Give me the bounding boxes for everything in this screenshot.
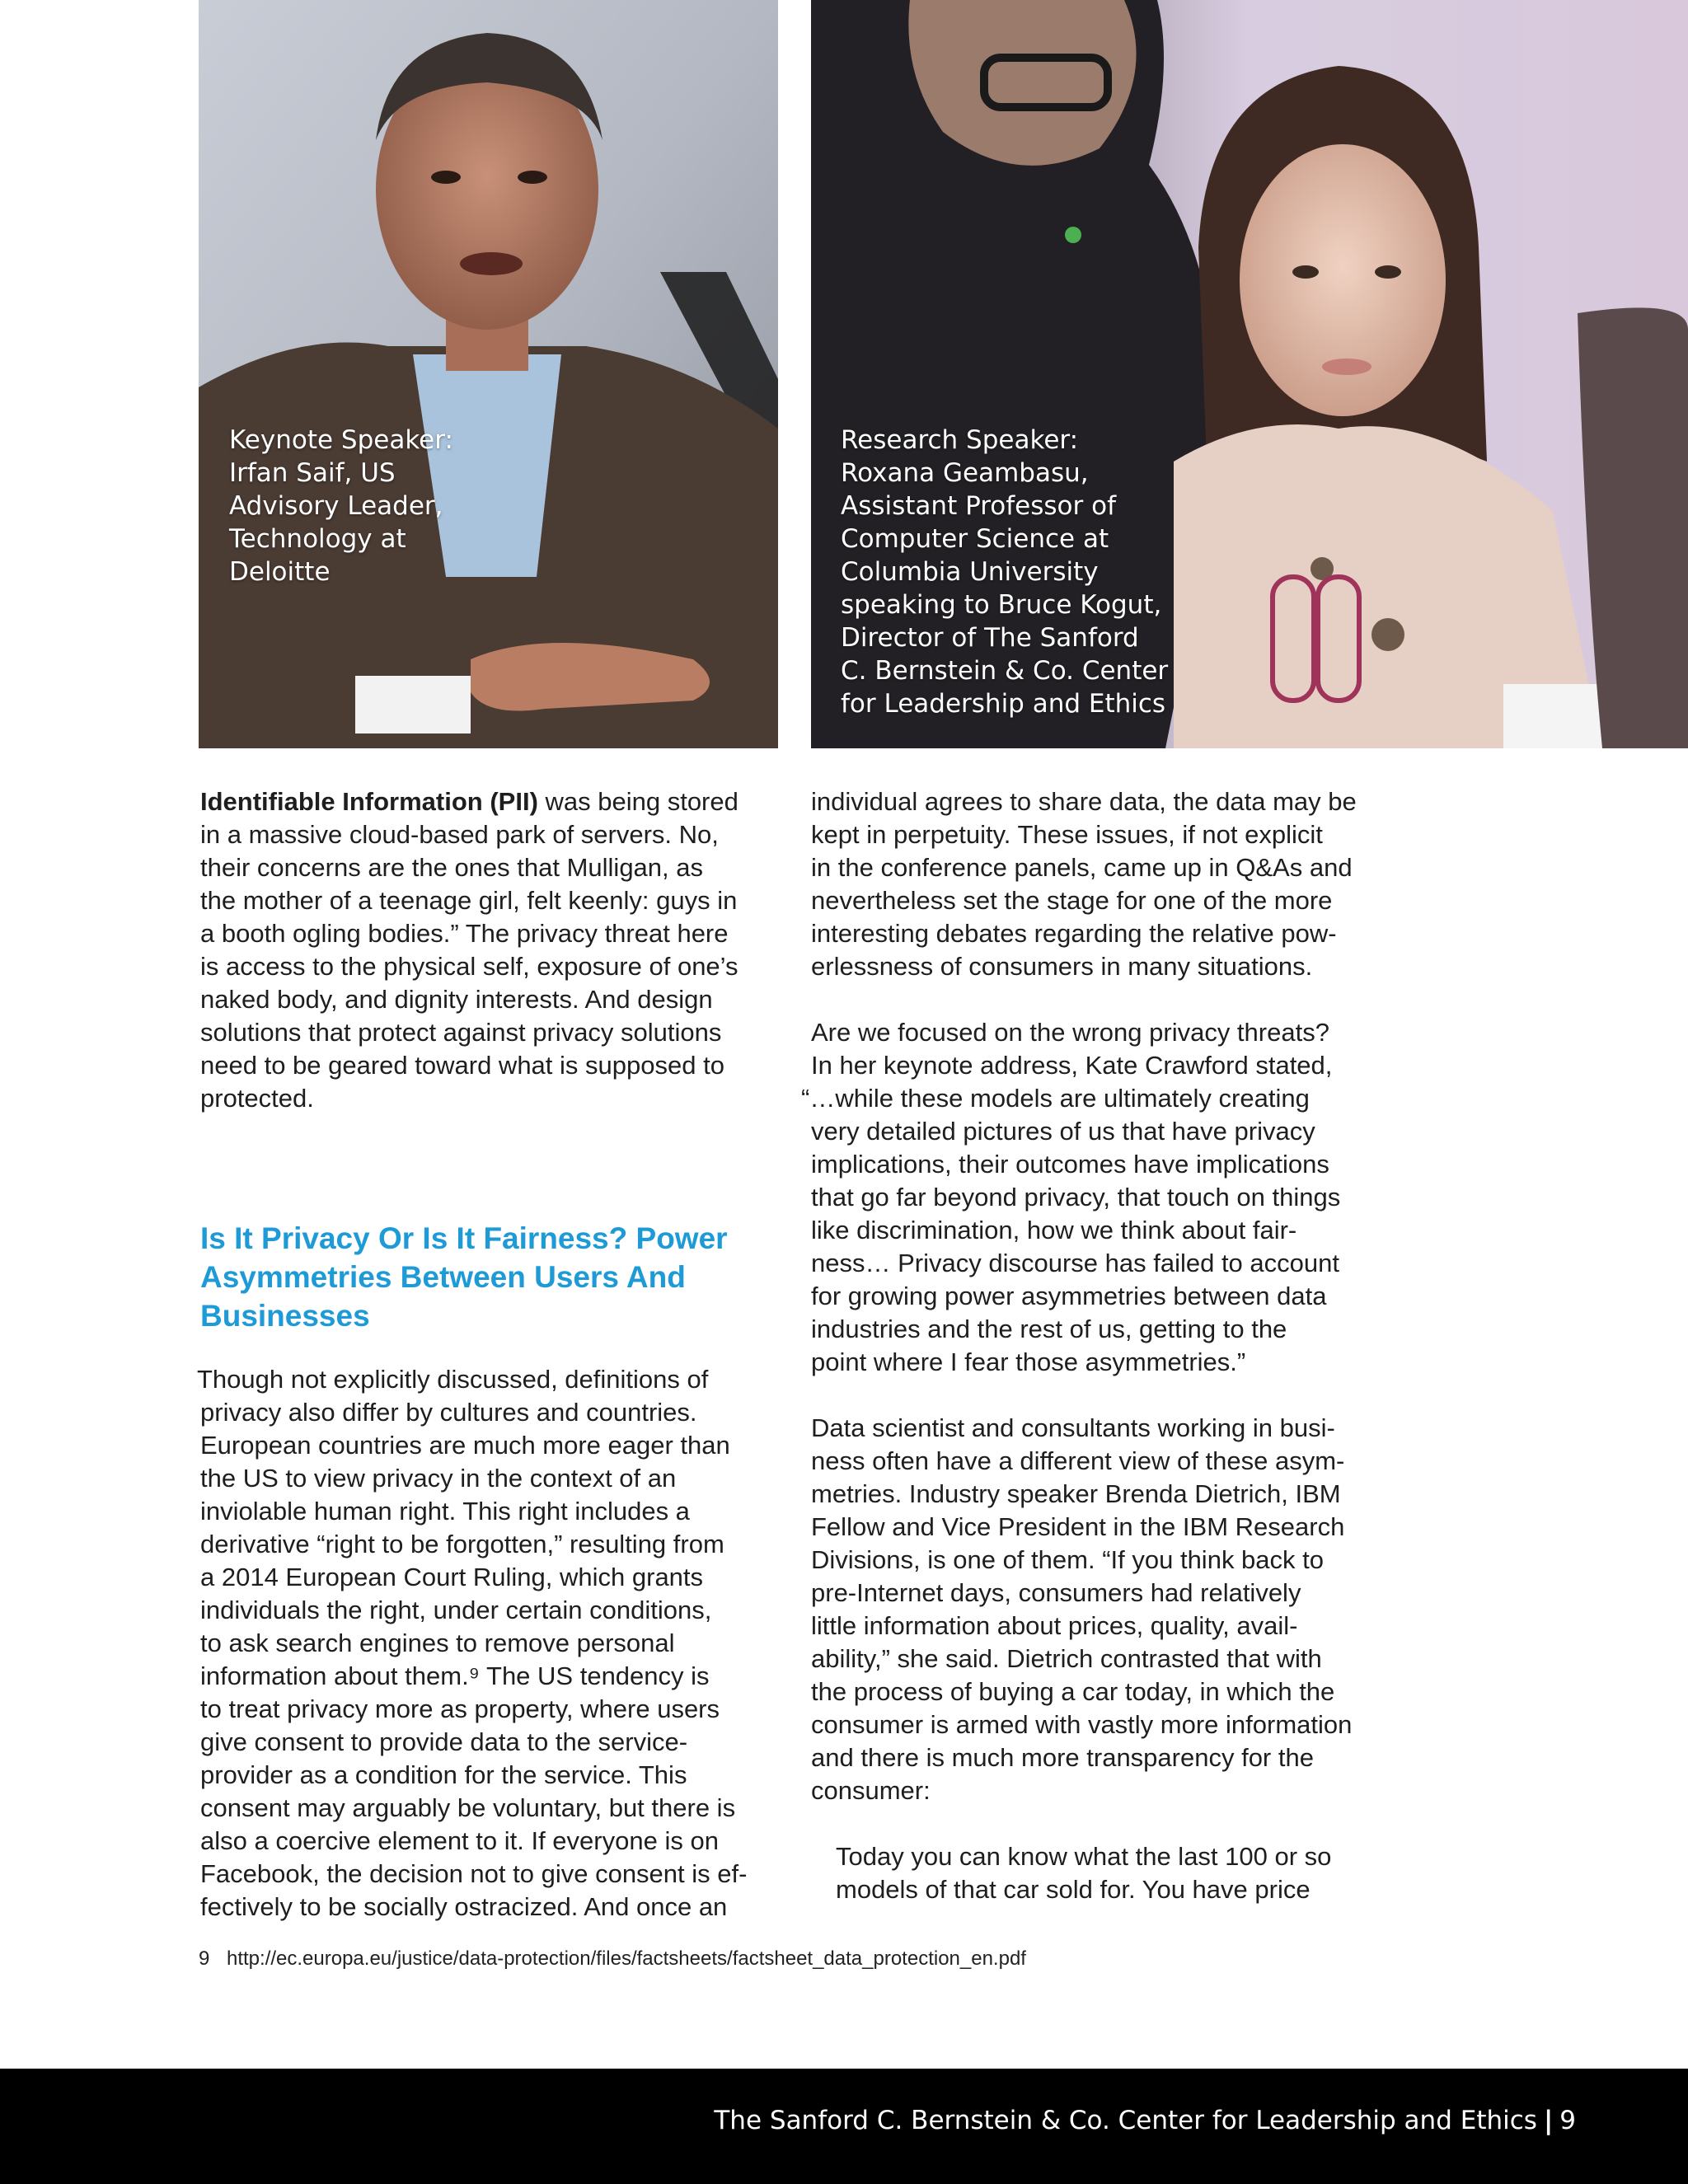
- bold-term: Identifiable Information (PII): [200, 787, 538, 816]
- paragraph-line: consumer:: [811, 1776, 931, 1805]
- paragraph-line: for growing power asymmetries between data: [811, 1282, 1327, 1310]
- paragraph-line: nevertheless set the stage for one of the more: [811, 886, 1333, 915]
- paragraph-line: individual agrees to share data, the data may be: [811, 787, 1357, 816]
- paragraph-line: need to be geared toward what is supposed to: [200, 1051, 724, 1080]
- footer-separator: |: [1543, 2106, 1554, 2135]
- paragraph-line: a booth ogling bodies.” The privacy threat here: [200, 919, 729, 948]
- paragraph-line: very detailed pictures of us that have privacy: [811, 1117, 1315, 1146]
- block-quote: [811, 1840, 1388, 1906]
- paragraph-line: fectively to be socially ostracized. And once an: [200, 1892, 728, 1921]
- section-heading: [200, 1219, 777, 1335]
- caption-line: Assistant Professor of: [841, 491, 1116, 521]
- quote-line: Today you can know what the last 100 or so: [836, 1842, 1332, 1871]
- keynote-speaker-photo: [199, 0, 778, 748]
- caption-line: C. Bernstein & Co. Center: [841, 656, 1169, 686]
- paragraph-line: in a massive cloud-based park of servers. No,: [200, 820, 719, 849]
- paragraph-line: is access to the physical self, exposure of one’s: [200, 952, 738, 981]
- paragraph: [197, 1363, 777, 1924]
- paragraph-line: metries. Industry speaker Brenda Dietrich, IBM: [811, 1479, 1341, 1508]
- paragraph-line: pre-Internet days, consumers had relatively: [811, 1578, 1301, 1607]
- paragraph-line: to ask search engines to remove personal: [200, 1629, 675, 1657]
- paragraph-line: the mother of a teenage girl, felt keenly: guys in: [200, 886, 738, 915]
- paragraph: [811, 1412, 1388, 1807]
- paragraph-line: also a coercive element to it. If everyone is on: [200, 1826, 719, 1855]
- quote-line: models of that car sold for. You have price: [836, 1875, 1311, 1904]
- paragraph-line: to treat privacy more as property, where users: [200, 1694, 720, 1723]
- paragraph-line: inviolable human right. This right includes a: [200, 1497, 690, 1526]
- caption-line: Deloitte: [229, 557, 331, 587]
- page-footer: [0, 2069, 1688, 2184]
- caption-line: Advisory Leader,: [229, 491, 443, 521]
- paragraph-line: Fellow and Vice President in the IBM Research: [811, 1512, 1345, 1541]
- paragraph: [811, 785, 1388, 983]
- caption-line: Technology at: [229, 524, 406, 554]
- right-text-column: [801, 785, 1388, 1906]
- paragraph-line: “…while these models are ultimately creating: [801, 1084, 1310, 1113]
- paragraph-line: provider as a condition for the service. This: [200, 1760, 687, 1789]
- paragraph-line: ness often have a different view of these asym-: [811, 1446, 1345, 1475]
- paragraph-line: and there is much more transparency for the: [811, 1743, 1314, 1772]
- paragraph-line: point where I fear those asymmetries.”: [811, 1347, 1246, 1376]
- paragraph-line: like discrimination, how we think about fair-: [811, 1216, 1297, 1244]
- paragraph-line: ness… Privacy discourse has failed to account: [811, 1249, 1339, 1277]
- paragraph-line: their concerns are the ones that Mulligan, as: [200, 853, 704, 882]
- paragraph-line: Data scientist and consultants working in busi-: [811, 1413, 1335, 1442]
- paragraph-line: European countries are much more eager than: [200, 1431, 730, 1460]
- paragraph-line: Are we focused on the wrong privacy threats?: [811, 1018, 1329, 1047]
- paragraph-line: in the conference panels, came up in Q&As and: [811, 853, 1353, 882]
- paragraph-line: implications, their outcomes have implications: [811, 1150, 1329, 1179]
- footnote: [199, 1947, 1026, 1971]
- footer-title: The Sanford C. Bernstein & Co. Center for Leadership and Ethics: [714, 2106, 1537, 2135]
- paragraph-line: derivative “right to be forgotten,” resulting from: [200, 1530, 724, 1558]
- paragraph: [200, 785, 777, 1115]
- paragraph-line: solutions that protect against privacy solutions: [200, 1018, 722, 1047]
- paragraph-line: information about them.⁹ The US tendency is: [200, 1661, 710, 1690]
- caption-line: Research Speaker:: [841, 425, 1079, 455]
- paragraph-line: Though not explicitly discussed, definitions of: [197, 1365, 709, 1394]
- paragraph-line: individuals the right, under certain conditions,: [200, 1596, 712, 1624]
- paragraph-line: Divisions, is one of them. “If you think back to: [811, 1545, 1324, 1574]
- keynote-caption: [229, 424, 476, 588]
- paragraph-line: Facebook, the decision not to give consent is ef-: [200, 1859, 748, 1888]
- footnote-number: 9: [199, 1947, 210, 1970]
- paragraph-line: a 2014 European Court Ruling, which grants: [200, 1563, 704, 1591]
- paragraph-line: the process of buying a car today, in which the: [811, 1677, 1335, 1706]
- paragraph-line: consent may arguably be voluntary, but there is: [200, 1793, 736, 1822]
- caption-line: Roxana Geambasu,: [841, 458, 1089, 488]
- footnote-url: http://ec.europa.eu/justice/data-protection/files/factsheets/factsheet_data_protection_en.pdf: [227, 1947, 1026, 1970]
- heading-line: Businesses: [200, 1299, 370, 1333]
- footer-text: [714, 2104, 1576, 2137]
- paragraph-line: naked body, and dignity interests. And design: [200, 985, 713, 1014]
- paragraph-line: ability,” she said. Dietrich contrasted that with: [811, 1644, 1322, 1673]
- caption-line: Keynote Speaker:: [229, 425, 453, 455]
- caption-line: Irfan Saif, US: [229, 458, 396, 488]
- paragraph-line: erlessness of consumers in many situations.: [811, 952, 1313, 981]
- caption-line: Director of The Sanford: [841, 623, 1139, 653]
- paragraph-line: [200, 785, 777, 818]
- paragraph-line: privacy also differ by cultures and countries.: [200, 1398, 697, 1427]
- paragraph-line: give consent to provide data to the service-: [200, 1727, 688, 1756]
- paragraph-line: kept in perpetuity. These issues, if not explicit: [811, 820, 1323, 849]
- caption-line: for Leadership and Ethics: [841, 689, 1166, 719]
- paragraph-line: that go far beyond privacy, that touch on things: [811, 1183, 1341, 1212]
- paragraph-line: the US to view privacy in the context of an: [200, 1464, 677, 1493]
- paragraph-line: In her keynote address, Kate Crawford stated,: [811, 1051, 1333, 1080]
- paragraph-line: consumer is armed with vastly more information: [811, 1710, 1353, 1739]
- caption-line: speaking to Bruce Kogut,: [841, 590, 1162, 620]
- heading-line: Asymmetries Between Users And: [200, 1260, 686, 1294]
- caption-line: Columbia University: [841, 557, 1099, 587]
- paragraph-text: was being stored: [537, 787, 738, 816]
- paragraph-line: protected.: [200, 1084, 314, 1113]
- caption-line: Computer Science at: [841, 524, 1109, 554]
- left-text-column: [197, 785, 777, 1924]
- research-caption: [841, 424, 1187, 720]
- paragraph: [801, 1016, 1388, 1379]
- paragraph-line: little information about prices, quality, avail-: [811, 1611, 1298, 1640]
- paragraph-line: interesting debates regarding the relative pow-: [811, 919, 1337, 948]
- heading-line: Is It Privacy Or Is It Fairness? Power: [200, 1221, 728, 1255]
- paragraph-line: industries and the rest of us, getting to the: [811, 1315, 1287, 1343]
- page-number: 9: [1559, 2106, 1576, 2135]
